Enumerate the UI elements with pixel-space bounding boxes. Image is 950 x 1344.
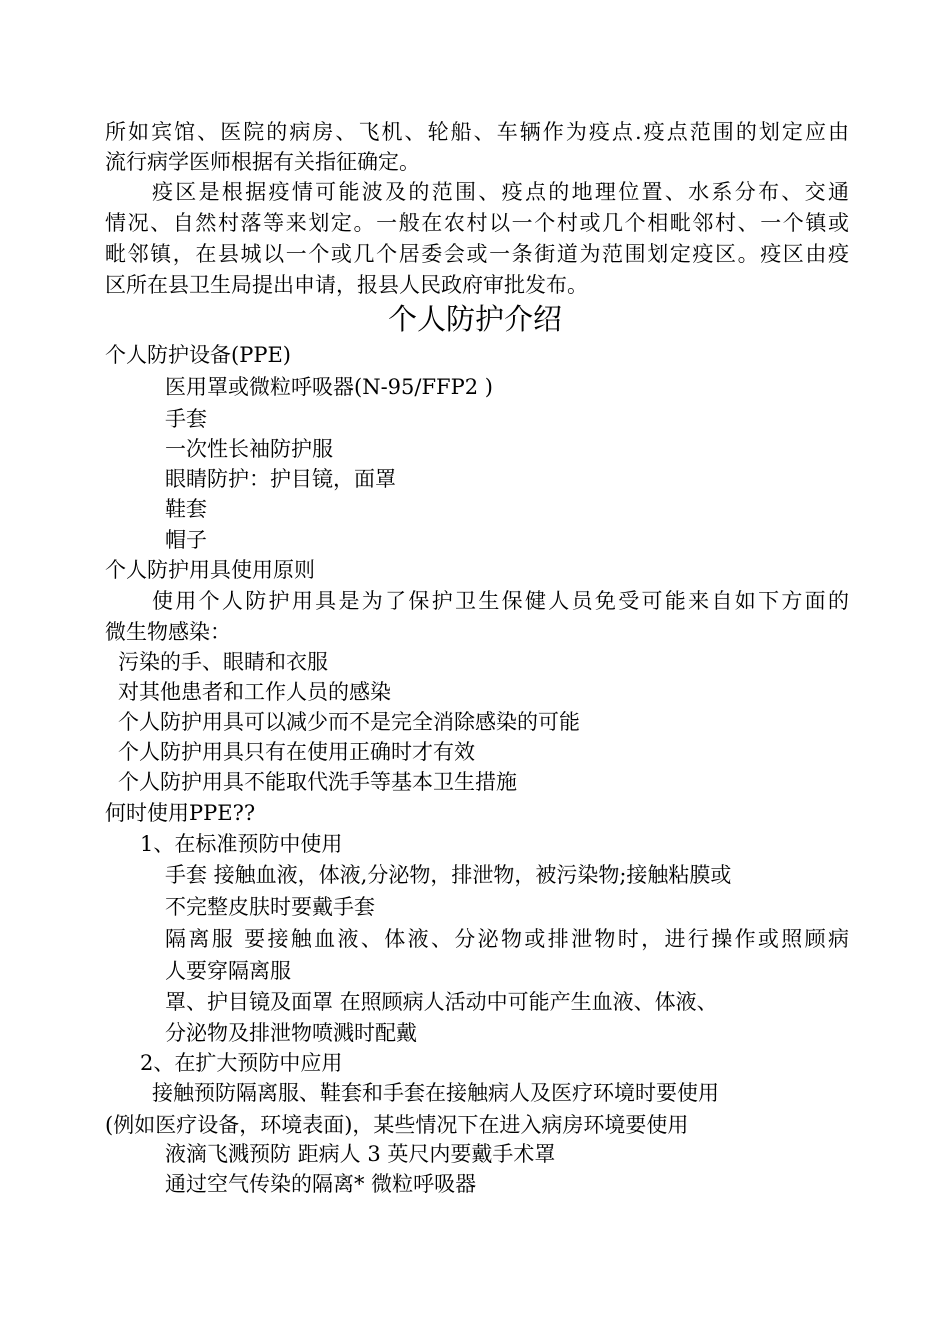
when-heading: 何时使用PPE?? xyxy=(105,801,256,825)
section-title: 个人防护介绍 xyxy=(387,302,562,336)
mask-line-2: 分泌物及排泄物喷溅时配戴 xyxy=(165,1021,417,1045)
standard-precautions-heading: 1、在标准预防中使用 xyxy=(140,832,343,856)
intro-line-3: 疫区是根据疫情可能波及的范围、疫点的地理位置、水系分布、交通 xyxy=(152,180,849,204)
gown-line-2: 人要穿隔离服 xyxy=(165,959,291,983)
intro-line-2: 流行病学医师根据有关指征确定。 xyxy=(105,150,420,174)
expanded-precautions-heading: 2、在扩大预防中应用 xyxy=(140,1051,343,1075)
ppe-item-respirator: 医用罩或微粒呼吸器(N-95/FFP2 ) xyxy=(165,375,493,399)
ppe-item-gown: 一次性长袖防护服 xyxy=(165,437,333,461)
intro-line-6: 区所在县卫生局提出申请，报县人民政府审批发布。 xyxy=(105,273,588,297)
ppe-item-cap: 帽子 xyxy=(165,528,207,552)
principles-item: 个人防护用具不能取代洗手等基本卫生措施 xyxy=(118,770,517,794)
principles-item: 对其他患者和工作人员的感染 xyxy=(118,680,391,704)
ppe-item-shoe-covers: 鞋套 xyxy=(165,497,207,521)
intro-line-5: 毗邻镇，在县城以一个或几个居委会或一条街道为范围划定疫区。疫区由疫 xyxy=(105,242,849,266)
gloves-line-2: 不完整皮肤时要戴手套 xyxy=(165,895,375,919)
contact-line-1: 接触预防隔离服、鞋套和手套在接触病人及医疗环境时要使用 xyxy=(152,1081,719,1105)
ppe-item-eye-protection: 眼睛防护：护目镜，面罩 xyxy=(165,467,396,491)
droplet-precaution-line: 液滴飞溅预防 距病人 3 英尺内要戴手术罩 xyxy=(165,1142,556,1166)
mask-line-1: 罩、护目镜及面罩 在照顾病人活动中可能产生血液、体液、 xyxy=(165,990,718,1014)
principles-para-line-1: 使用个人防护用具是为了保护卫生保健人员免受可能来自如下方面的 xyxy=(152,589,849,613)
ppe-heading: 个人防护设备(PPE) xyxy=(105,343,291,367)
intro-line-4: 情况、自然村落等来划定。一般在农村以一个村或几个相毗邻村、一个镇或 xyxy=(105,211,849,235)
principles-item: 个人防护用具只有在使用正确时才有效 xyxy=(118,740,475,764)
intro-line-1: 所如宾馆、医院的病房、飞机、轮船、车辆作为疫点.疫点范围的划定应由 xyxy=(105,120,849,144)
principles-item: 污染的手、眼睛和衣服 xyxy=(118,650,328,674)
airborne-precaution-line: 通过空气传染的隔离* 微粒呼吸器 xyxy=(165,1172,477,1196)
gloves-line-1: 手套 接触血液，体液,分泌物，排泄物，被污染物;接触粘膜或 xyxy=(165,863,732,887)
gown-line-1: 隔离服 要接触血液、体液、分泌物或排泄物时，进行操作或照顾病 xyxy=(165,927,849,951)
principles-para-line-2: 微生物感染： xyxy=(105,620,231,644)
principles-heading: 个人防护用具使用原则 xyxy=(105,558,315,582)
contact-line-2: (例如医疗设备，环境表面)，某些情况下在进入病房环境要使用 xyxy=(105,1113,689,1137)
principles-item: 个人防护用具可以减少而不是完全消除感染的可能 xyxy=(118,710,580,734)
ppe-item-gloves: 手套 xyxy=(165,407,207,431)
